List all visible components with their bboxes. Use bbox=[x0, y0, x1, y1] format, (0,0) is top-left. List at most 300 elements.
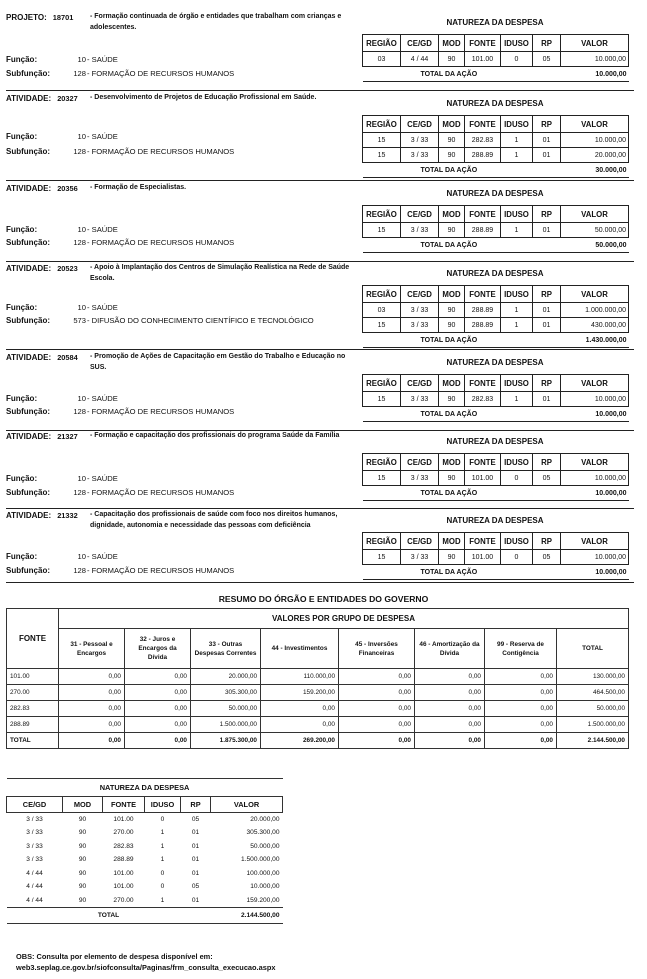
section-divider bbox=[6, 582, 634, 583]
natureza-cell: 15 bbox=[363, 318, 401, 333]
resumo-cell: 0,00 bbox=[59, 685, 125, 701]
subfuncao-code: 573 bbox=[73, 316, 86, 325]
column-header: VALOR bbox=[561, 375, 629, 392]
summary-cell: 1 bbox=[160, 896, 165, 904]
action-code: 20327 bbox=[57, 94, 78, 103]
summary-row bbox=[7, 826, 283, 840]
summary-cell: 270.00 bbox=[113, 829, 134, 837]
resumo-table bbox=[6, 608, 629, 749]
total-acao-label: TOTAL DA AÇÃO bbox=[363, 163, 561, 178]
natureza-table bbox=[362, 374, 629, 422]
summary-cell: 159.200,00 bbox=[246, 896, 280, 904]
summary-cell: 100.000,00 bbox=[246, 869, 280, 877]
total-acao-value: 1.430.000,00 bbox=[561, 333, 629, 348]
natureza-header-row bbox=[363, 286, 629, 303]
summary-cell: 0 bbox=[160, 869, 165, 877]
summary-column-header: RP bbox=[181, 797, 211, 813]
natureza-row bbox=[363, 133, 629, 148]
summary-cell: 1 bbox=[160, 842, 165, 850]
natureza-cell: 288.89 bbox=[465, 303, 501, 318]
action-header bbox=[6, 183, 358, 194]
natureza-cell: 0 bbox=[501, 52, 533, 67]
summary-column-header: VALOR bbox=[211, 797, 283, 813]
summary-row bbox=[7, 840, 283, 854]
resumo-cell: 0,00 bbox=[339, 685, 415, 701]
summary-row bbox=[7, 867, 283, 881]
summary-cell: 01 bbox=[191, 842, 200, 850]
natureza-cell: 05 bbox=[533, 52, 561, 67]
natureza-cell: 4 / 44 bbox=[401, 52, 439, 67]
natureza-cell: 3 / 33 bbox=[401, 318, 439, 333]
resumo-cell: 0,00 bbox=[415, 669, 485, 685]
natureza-cell: 1 bbox=[501, 148, 533, 163]
column-header: MOD bbox=[439, 206, 465, 223]
summary-cell: 0 bbox=[160, 816, 165, 823]
column-header: FONTE bbox=[465, 454, 501, 471]
resumo-cell: 0,00 bbox=[261, 717, 339, 733]
funcao-text: - SAÚDE bbox=[87, 303, 118, 312]
natureza-cell: 15 bbox=[363, 550, 401, 565]
summary-cell: 10.000,00 bbox=[250, 883, 280, 891]
total-acao-label: TOTAL DA AÇÃO bbox=[363, 333, 561, 348]
resumo-cell: 50.000,00 bbox=[557, 701, 629, 717]
natureza-cell: 10.000,00 bbox=[561, 52, 629, 67]
section-divider bbox=[6, 349, 634, 350]
summary-cell: 01 bbox=[191, 856, 200, 864]
column-header: IDUSO bbox=[501, 454, 533, 471]
natureza-table bbox=[362, 115, 629, 178]
natureza-cell: 90 bbox=[439, 550, 465, 565]
funcao-code: 10 bbox=[77, 55, 86, 64]
summary-column-header: MOD bbox=[63, 797, 103, 813]
summary-cell: 1 bbox=[160, 856, 165, 864]
group-header: VALORES POR GRUPO DE DESPESA bbox=[59, 609, 629, 629]
column-header: RP bbox=[533, 35, 561, 52]
action-kind: ATIVIDADE: bbox=[6, 511, 52, 520]
column-header: CE/GD bbox=[401, 116, 439, 133]
natureza-cell: 430.000,00 bbox=[561, 318, 629, 333]
natureza-title: NATUREZA DA DESPESA bbox=[446, 437, 544, 446]
column-header: FONTE bbox=[465, 206, 501, 223]
resumo-cell: 0,00 bbox=[339, 701, 415, 717]
group-column-header: 45 - Inversões Financeiras bbox=[339, 629, 415, 669]
total-acao-row bbox=[363, 565, 629, 580]
column-header: CE/GD bbox=[401, 454, 439, 471]
action-code: 21327 bbox=[57, 432, 78, 441]
resumo-total-cell: 269.200,00 bbox=[261, 733, 339, 749]
natureza-row bbox=[363, 303, 629, 318]
column-header: VALOR bbox=[561, 533, 629, 550]
natureza-table bbox=[362, 453, 629, 501]
column-header: REGIÃO bbox=[363, 286, 401, 303]
natureza-cell: 101.00 bbox=[465, 52, 501, 67]
column-header: RP bbox=[533, 286, 561, 303]
column-header: IDUSO bbox=[501, 206, 533, 223]
natureza-row bbox=[363, 550, 629, 565]
action-kind: ATIVIDADE: bbox=[6, 432, 52, 441]
funcao-code: 10 bbox=[77, 303, 86, 312]
natureza-table bbox=[362, 34, 629, 82]
natureza-summary-title: NATUREZA DA DESPESA bbox=[7, 779, 283, 797]
summary-column-header: CE/GD bbox=[7, 797, 63, 813]
column-header: VALOR bbox=[561, 286, 629, 303]
summary-cell: 01 bbox=[191, 829, 200, 837]
natureza-cell: 0 bbox=[501, 471, 533, 486]
total-acao-label: TOTAL DA AÇÃO bbox=[363, 238, 561, 253]
summary-cell: 3 / 33 bbox=[26, 829, 43, 837]
natureza-title: NATUREZA DA DESPESA bbox=[446, 18, 544, 27]
natureza-cell: 01 bbox=[533, 318, 561, 333]
column-header: RP bbox=[533, 116, 561, 133]
total-acao-row bbox=[363, 163, 629, 178]
resumo-cell: 0,00 bbox=[415, 717, 485, 733]
summary-cell: 90 bbox=[78, 856, 87, 864]
natureza-cell: 15 bbox=[363, 223, 401, 238]
resumo-cell: 270.00 bbox=[7, 685, 59, 701]
resumo-cell: 1.500.000,00 bbox=[557, 717, 629, 733]
column-header: CE/GD bbox=[401, 206, 439, 223]
funcao-text: - SAÚDE bbox=[87, 55, 118, 64]
summary-cell: 305.300,00 bbox=[246, 829, 280, 837]
action-code: 18701 bbox=[52, 13, 74, 22]
subfuncao-label: Subfunção: bbox=[6, 407, 50, 416]
subfuncao-code: 128 bbox=[73, 238, 86, 247]
summary-cell: 3 / 33 bbox=[26, 816, 43, 823]
natureza-cell: 01 bbox=[533, 392, 561, 407]
total-acao-value: 50.000,00 bbox=[561, 238, 629, 253]
natureza-cell: 90 bbox=[439, 303, 465, 318]
natureza-row bbox=[363, 392, 629, 407]
summary-cell: 90 bbox=[78, 896, 87, 904]
subfuncao-label: Subfunção: bbox=[6, 238, 50, 247]
column-header: VALOR bbox=[561, 35, 629, 52]
summary-cell: 288.89 bbox=[113, 856, 134, 864]
summary-column-header: FONTE bbox=[103, 797, 145, 813]
section-divider bbox=[6, 261, 634, 262]
natureza-header-row bbox=[363, 454, 629, 471]
column-header: VALOR bbox=[561, 116, 629, 133]
natureza-table bbox=[362, 205, 629, 253]
column-header: CE/GD bbox=[401, 375, 439, 392]
column-header: FONTE bbox=[465, 116, 501, 133]
action-description: - Desenvolvimento de Projetos de Educação Profissional em Saúde. bbox=[90, 94, 317, 101]
action-description: - Capacitação dos profissionais de saúde com foco nos direitos humanos, dignidade, autonomia e necessidade das pessoas com deficiência bbox=[90, 511, 338, 529]
summary-column-header: IDUSO bbox=[145, 797, 181, 813]
action-description: - Promoção de Ações de Capacitação em Gestão do Trabalho e Educação no SUS. bbox=[90, 353, 346, 371]
total-acao-row bbox=[363, 333, 629, 348]
resumo-cell: 50.000,00 bbox=[191, 701, 261, 717]
summary-cell: 90 bbox=[78, 869, 87, 877]
natureza-cell: 90 bbox=[439, 133, 465, 148]
resumo-total-cell: 0,00 bbox=[339, 733, 415, 749]
resumo-row bbox=[7, 685, 629, 701]
column-header: IDUSO bbox=[501, 286, 533, 303]
natureza-cell: 10.000,00 bbox=[561, 550, 629, 565]
natureza-cell: 10.000,00 bbox=[561, 471, 629, 486]
group-column-header: 33 - Outras Despesas Correntes bbox=[191, 629, 261, 669]
summary-cell: 270.00 bbox=[113, 896, 134, 904]
total-acao-value: 30.000,00 bbox=[561, 163, 629, 178]
subfuncao-label: Subfunção: bbox=[6, 316, 50, 325]
subfuncao-text: - FORMAÇÃO DE RECURSOS HUMANOS bbox=[87, 566, 235, 575]
resumo-cell: 0,00 bbox=[415, 701, 485, 717]
column-header: REGIÃO bbox=[363, 206, 401, 223]
subfuncao-text: - FORMAÇÃO DE RECURSOS HUMANOS bbox=[87, 69, 235, 78]
action-kind: ATIVIDADE: bbox=[6, 184, 52, 193]
resumo-cell: 0,00 bbox=[59, 717, 125, 733]
funcao-code: 10 bbox=[77, 132, 86, 141]
group-column-header: 99 - Reserva de Contigência bbox=[485, 629, 557, 669]
summary-row bbox=[7, 894, 283, 908]
column-header: VALOR bbox=[561, 206, 629, 223]
funcao-code: 10 bbox=[77, 394, 86, 403]
funcao-label: Função: bbox=[6, 132, 38, 141]
resumo-cell: 0,00 bbox=[125, 669, 191, 685]
column-header: REGIÃO bbox=[363, 375, 401, 392]
natureza-cell: 01 bbox=[533, 223, 561, 238]
natureza-cell: 03 bbox=[363, 303, 401, 318]
natureza-cell: 90 bbox=[439, 471, 465, 486]
section-divider bbox=[6, 430, 634, 431]
funcao-code: 10 bbox=[77, 225, 86, 234]
summary-cell: 101.00 bbox=[113, 816, 134, 823]
total-acao-value: 10.000,00 bbox=[561, 486, 629, 501]
action-kind: ATIVIDADE: bbox=[6, 264, 52, 273]
group-column-header: 32 - Juros e Encargos da Dívida bbox=[125, 629, 191, 669]
column-header: MOD bbox=[439, 116, 465, 133]
column-header: IDUSO bbox=[501, 375, 533, 392]
natureza-cell: 1 bbox=[501, 133, 533, 148]
subfuncao-label: Subfunção: bbox=[6, 69, 50, 78]
natureza-header-row bbox=[363, 533, 629, 550]
subfuncao-code: 128 bbox=[73, 69, 86, 78]
column-header: RP bbox=[533, 454, 561, 471]
resumo-cell: 0,00 bbox=[485, 701, 557, 717]
natureza-cell: 1 bbox=[501, 392, 533, 407]
resumo-cell: 0,00 bbox=[485, 669, 557, 685]
funcao-text: - SAÚDE bbox=[87, 394, 118, 403]
group-column-header: 31 - Pessoal e Encargos bbox=[59, 629, 125, 669]
natureza-cell: 1.000.000,00 bbox=[561, 303, 629, 318]
resumo-cell: 0,00 bbox=[485, 717, 557, 733]
resumo-total-cell: 2.144.500,00 bbox=[557, 733, 629, 749]
funcao-text: - SAÚDE bbox=[87, 225, 118, 234]
summary-cell: 101.00 bbox=[113, 869, 134, 877]
natureza-cell: 50.000,00 bbox=[561, 223, 629, 238]
funcao-label: Função: bbox=[6, 225, 38, 234]
total-acao-label: TOTAL DA AÇÃO bbox=[363, 565, 561, 580]
resumo-cell: 1.500.000,00 bbox=[191, 717, 261, 733]
natureza-cell: 01 bbox=[533, 303, 561, 318]
group-column-header: 44 - Investimentos bbox=[261, 629, 339, 669]
resumo-total-cell: 0,00 bbox=[485, 733, 557, 749]
natureza-header-row bbox=[363, 116, 629, 133]
natureza-cell: 3 / 33 bbox=[401, 550, 439, 565]
summary-cell: 90 bbox=[78, 829, 87, 837]
column-header: IDUSO bbox=[501, 533, 533, 550]
resumo-cell: 0,00 bbox=[59, 669, 125, 685]
column-header: MOD bbox=[439, 375, 465, 392]
natureza-table bbox=[362, 285, 629, 348]
action-kind: ATIVIDADE: bbox=[6, 353, 52, 362]
natureza-cell: 282.83 bbox=[465, 392, 501, 407]
resumo-total-cell: 1.875.300,00 bbox=[191, 733, 261, 749]
summary-cell: 20.000,00 bbox=[250, 816, 280, 823]
natureza-cell: 1 bbox=[501, 303, 533, 318]
funcao-text: - SAÚDE bbox=[87, 474, 118, 483]
natureza-cell: 3 / 33 bbox=[401, 223, 439, 238]
summary-cell: 01 bbox=[191, 869, 200, 877]
natureza-cell: 3 / 33 bbox=[401, 133, 439, 148]
resumo-row bbox=[7, 669, 629, 685]
natureza-row bbox=[363, 52, 629, 67]
section-divider bbox=[6, 90, 634, 91]
summary-total-label: TOTAL bbox=[7, 907, 211, 923]
funcao-label: Função: bbox=[6, 474, 38, 483]
natureza-header-row bbox=[363, 206, 629, 223]
action-description: - Formação de Especialistas. bbox=[90, 184, 187, 191]
subfuncao-text: - FORMAÇÃO DE RECURSOS HUMANOS bbox=[87, 407, 235, 416]
natureza-cell: 3 / 33 bbox=[401, 303, 439, 318]
subfuncao-text: - FORMAÇÃO DE RECURSOS HUMANOS bbox=[87, 147, 235, 156]
resumo-cell: 0,00 bbox=[261, 701, 339, 717]
subfuncao-code: 128 bbox=[73, 407, 86, 416]
resumo-total-row bbox=[7, 733, 629, 749]
summary-cell: 50.000,00 bbox=[250, 842, 280, 850]
natureza-cell: 10.000,00 bbox=[561, 392, 629, 407]
natureza-cell: 20.000,00 bbox=[561, 148, 629, 163]
summary-cell: 4 / 44 bbox=[26, 896, 43, 904]
total-acao-row bbox=[363, 407, 629, 422]
action-code: 20584 bbox=[57, 353, 78, 362]
resumo-cell: 0,00 bbox=[485, 685, 557, 701]
action-header bbox=[6, 93, 358, 104]
resumo-cell: 0,00 bbox=[339, 669, 415, 685]
resumo-total-cell: 0,00 bbox=[125, 733, 191, 749]
natureza-cell: 90 bbox=[439, 392, 465, 407]
column-header: REGIÃO bbox=[363, 116, 401, 133]
summary-cell: 05 bbox=[191, 816, 200, 823]
natureza-cell: 90 bbox=[439, 148, 465, 163]
subfuncao-text: - FORMAÇÃO DE RECURSOS HUMANOS bbox=[87, 238, 235, 247]
total-acao-row bbox=[363, 486, 629, 501]
column-header: FONTE bbox=[465, 35, 501, 52]
funcao-code: 10 bbox=[77, 552, 86, 561]
natureza-cell: 05 bbox=[533, 550, 561, 565]
natureza-cell: 101.00 bbox=[465, 550, 501, 565]
section-divider bbox=[6, 508, 634, 509]
action-code: 21332 bbox=[57, 511, 78, 520]
summary-cell: 3 / 33 bbox=[26, 842, 43, 850]
resumo-cell: 0,00 bbox=[339, 717, 415, 733]
summary-cell: 90 bbox=[78, 883, 87, 891]
subfuncao-code: 128 bbox=[73, 488, 86, 497]
summary-cell: 1 bbox=[160, 829, 165, 837]
action-header bbox=[6, 431, 358, 442]
total-acao-value: 10.000,00 bbox=[561, 407, 629, 422]
column-header: FONTE bbox=[465, 375, 501, 392]
column-header: MOD bbox=[439, 454, 465, 471]
action-code: 20523 bbox=[57, 264, 78, 273]
natureza-cell: 15 bbox=[363, 133, 401, 148]
natureza-cell: 288.89 bbox=[465, 223, 501, 238]
group-column-header: TOTAL bbox=[557, 629, 629, 669]
obs-note bbox=[16, 952, 275, 973]
action-header bbox=[6, 352, 358, 371]
action-description: - Formação e capacitação dos profissionais do programa Saúde da Família bbox=[90, 432, 340, 439]
action-kind: ATIVIDADE: bbox=[6, 94, 52, 103]
natureza-cell: 0 bbox=[501, 550, 533, 565]
summary-cell: 4 / 44 bbox=[26, 883, 43, 891]
action-header bbox=[6, 12, 358, 31]
column-header: CE/GD bbox=[401, 533, 439, 550]
action-header bbox=[6, 510, 358, 529]
resumo-total-cell: 0,00 bbox=[415, 733, 485, 749]
resumo-cell: 110.000,00 bbox=[261, 669, 339, 685]
subfuncao-text: - FORMAÇÃO DE RECURSOS HUMANOS bbox=[87, 488, 235, 497]
column-header: REGIÃO bbox=[363, 35, 401, 52]
natureza-cell: 03 bbox=[363, 52, 401, 67]
column-header: IDUSO bbox=[501, 35, 533, 52]
column-header: VALOR bbox=[561, 454, 629, 471]
total-acao-label: TOTAL DA AÇÃO bbox=[363, 407, 561, 422]
column-header: FONTE bbox=[465, 286, 501, 303]
summary-cell: 90 bbox=[78, 842, 87, 850]
group-column-header: 46 - Amortização da Dívida bbox=[415, 629, 485, 669]
resumo-cell: 464.500,00 bbox=[557, 685, 629, 701]
resumo-cell: 101.00 bbox=[7, 669, 59, 685]
column-header: FONTE bbox=[465, 533, 501, 550]
summary-cell: 05 bbox=[191, 883, 200, 891]
summary-cell: 1.500.000,00 bbox=[241, 856, 280, 864]
funcao-text: - SAÚDE bbox=[87, 132, 118, 141]
column-header: RP bbox=[533, 533, 561, 550]
summary-cell: 0 bbox=[160, 883, 165, 891]
funcao-label: Função: bbox=[6, 552, 38, 561]
natureza-cell: 288.89 bbox=[465, 318, 501, 333]
natureza-cell: 15 bbox=[363, 148, 401, 163]
resumo-title: RESUMO DO ÓRGÃO E ENTIDADES DO GOVERNO bbox=[218, 594, 429, 604]
natureza-title: NATUREZA DA DESPESA bbox=[446, 189, 544, 198]
summary-total-row bbox=[7, 907, 283, 923]
funcao-code: 10 bbox=[77, 474, 86, 483]
funcao-label: Função: bbox=[6, 303, 38, 312]
column-header: MOD bbox=[439, 35, 465, 52]
funcao-label: Função: bbox=[6, 55, 38, 64]
natureza-title: NATUREZA DA DESPESA bbox=[446, 358, 544, 367]
subfuncao-code: 128 bbox=[73, 566, 86, 575]
action-kind: PROJETO: bbox=[6, 13, 47, 22]
natureza-cell: 3 / 33 bbox=[401, 471, 439, 486]
resumo-total-cell: TOTAL bbox=[7, 733, 59, 749]
summary-row bbox=[7, 853, 283, 867]
natureza-title: NATUREZA DA DESPESA bbox=[446, 516, 544, 525]
natureza-cell: 05 bbox=[533, 471, 561, 486]
natureza-cell: 10.000,00 bbox=[561, 133, 629, 148]
section-divider bbox=[6, 180, 634, 181]
column-header: REGIÃO bbox=[363, 533, 401, 550]
action-header bbox=[6, 263, 358, 282]
total-acao-value: 10.000,00 bbox=[561, 565, 629, 580]
summary-cell: 4 / 44 bbox=[26, 869, 43, 877]
natureza-cell: 01 bbox=[533, 133, 561, 148]
summary-total-value: 2.144.500,00 bbox=[211, 907, 283, 923]
natureza-cell: 01 bbox=[533, 148, 561, 163]
natureza-cell: 288.89 bbox=[465, 148, 501, 163]
resumo-total-cell: 0,00 bbox=[59, 733, 125, 749]
subfuncao-label: Subfunção: bbox=[6, 488, 50, 497]
summary-cell: 101.00 bbox=[113, 883, 134, 891]
